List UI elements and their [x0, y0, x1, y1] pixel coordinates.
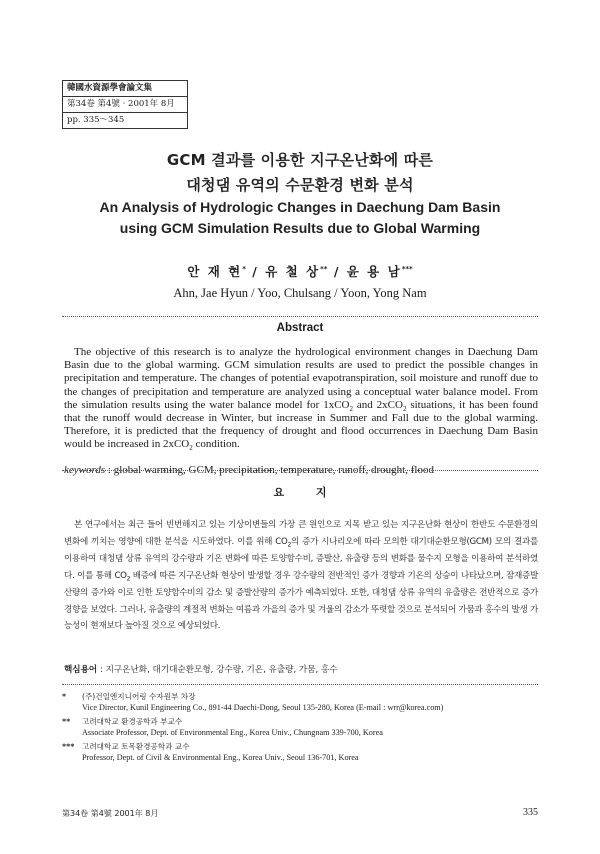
author-3-mark: *** [401, 264, 413, 273]
author-2-mark: ** [320, 264, 328, 273]
keywords-korean-label: 핵심용어 [64, 665, 98, 675]
abstract-text: The objective of this research is to analyze the hydrological environment changes in Daechung Dam Basin due to the global warming. GCM simulation results are used to predict the possible changes in precipitation and temperature. The changes of potential evapotranspiration, soil moisture and runoff due to the changes of precipitation and temperature are analyzed using a conceptual water balance model. From the simulation results using the water balance model for 1xCO [64, 346, 538, 411]
keywords-label: keywords [64, 464, 106, 476]
title-english-line-1: An Analysis of Hydrologic Changes in Daechung Dam Basin [99, 199, 501, 215]
abstract-body [64, 346, 538, 452]
author-separator: / [245, 264, 266, 279]
keywords-korean [64, 663, 538, 677]
abstract-text: and 2xCO [352, 398, 403, 411]
footnote-1 [62, 691, 542, 713]
footnote-affiliation-korean: 고려대학교 환경공학과 부교수 [82, 717, 183, 726]
authors-korean [0, 262, 600, 280]
korean-summary-body [64, 517, 538, 635]
footnote-affiliation-english: Associate Professor, Dept. of Environmental Eng., Korea Univ., Chungnam 339-700, Korea [82, 728, 383, 737]
footnote-affiliation-korean: 고려대학교 토목환경공학과 교수 [82, 742, 190, 751]
authors-english: Ahn, Jae Hyun / Yoo, Chulsang / Yoon, Yong Nam [173, 286, 427, 300]
divider-dotted [62, 470, 538, 471]
journal-pages: pp. 335～345 [67, 115, 125, 125]
abstract-text: condition. [192, 438, 240, 451]
subscript: 2 [402, 405, 407, 413]
journal-info-box [62, 80, 188, 129]
footnote-affiliation-english: Professor, Dept. of Civil & Environmental Eng., Korea Univ., Seoul 136-701, Korea [82, 753, 359, 762]
footnote-2 [62, 716, 542, 738]
author-separator: / [327, 264, 347, 279]
footer-journal-issue: 第34卷 第4號 2001年 8月 [62, 809, 159, 818]
subscript: 2 [287, 541, 291, 549]
divider-dotted [62, 684, 538, 685]
divider-dotted [62, 316, 538, 317]
summary-text: 본 연구에서는 최근 들어 빈번해지고 있는 기상이변들의 가장 큰 원인으로 지목 받고 있는 지구온난화 현상이 한반도 수문환경의 변화에 끼치는 영향에 대한 분석을 시도하였다. 이를 위해 CO [64, 520, 538, 547]
abstract-heading: Abstract [276, 322, 324, 334]
footnote-mark: * [62, 692, 67, 701]
abstract-text: situations, it has been found that the runoff would decrease in Winter, but increase in Summer and Fall due to the global warming. Therefore, it is predicted that the frequency of drought and flood occurrences in Daechung Dam Basin would be increased in 2xCO [64, 398, 538, 451]
journal-volume: 第34卷 第4號 · 2001年 8月 [63, 97, 187, 113]
keywords-korean-text: 지구온난화, 대기대순환모형, 강수량, 기온, 유출량, 가뭄, 홍수 [105, 665, 338, 675]
footnote-affiliation-korean: (주)건일엔지니어링 수자원부 차장 [82, 692, 196, 701]
summary-text: 의 증가 시나리오에 따라 모의한 대기대순환모형(GCM) 모의 결과를 이용하여 대청댐 상류 유역의 강수량과 기온 변화에 따른 토양함수비, 증발산, 유출량 등의 변화를 물수지 모형을 이용하여 분석하였다. 이를 통해 CO [64, 536, 538, 581]
subscript: 2 [126, 575, 131, 583]
page-number: 335 [523, 807, 538, 818]
keywords-text: global warming, GCM, precipitation, temperature, runoff, drought, flood [113, 464, 434, 476]
footnote-mark: ** [62, 717, 71, 726]
korean-summary-heading: 요 지 [273, 486, 341, 499]
footnote-affiliation-english: Vice Director, Kunil Engineering Co., 891-44 Daechi-Dong, Seoul 135-280, Korea (E-mail : wrr@korea.com) [82, 703, 444, 712]
author-3-name: 윤 용 남 [346, 264, 402, 279]
author-1-mark: * [242, 264, 246, 273]
title-english-line-2: using GCM Simulation Results due to Global Warming [119, 220, 481, 236]
journal-name: 韓國水資源學會論文集 [63, 81, 187, 97]
title-korean-line-2: 대청댐 유역의 수문환경 변화 분석 [186, 176, 414, 194]
author-1-name: 안 재 현 [187, 264, 243, 279]
keywords-colon: : [105, 464, 114, 476]
footnote-mark: *** [62, 742, 75, 751]
title-korean-line-1: GCM 결과를 이용한 지구온난화에 따른 [166, 151, 434, 169]
author-2-name: 유 철 상 [265, 264, 321, 279]
subscript: 2 [189, 444, 193, 453]
summary-text: 배증에 따른 지구온난화 현상이 발생할 경우 강수량의 전반적인 증가 경향과 기온의 상승이 나타났으며, 잠재증발산량의 증가와 이로 인한 토양함수비의 감소 및 증발산량의 증가가 예측되었다. 또한, 대청댐 상류 유역의 유출량은 전반적으로 증가경향을 보였다. 그러나, 유출량의 계절적 변화는 여름과 가을의 증가 및 겨울의 감소가 뚜렷할 것으로 분석되어 가뭄과 홍수의 발생 가능성이 현재보다 높아질 것으로 예상되었다. [64, 570, 538, 632]
footnote-3 [62, 741, 542, 763]
keywords-colon: : [97, 665, 106, 675]
subscript: 2 [349, 405, 353, 413]
